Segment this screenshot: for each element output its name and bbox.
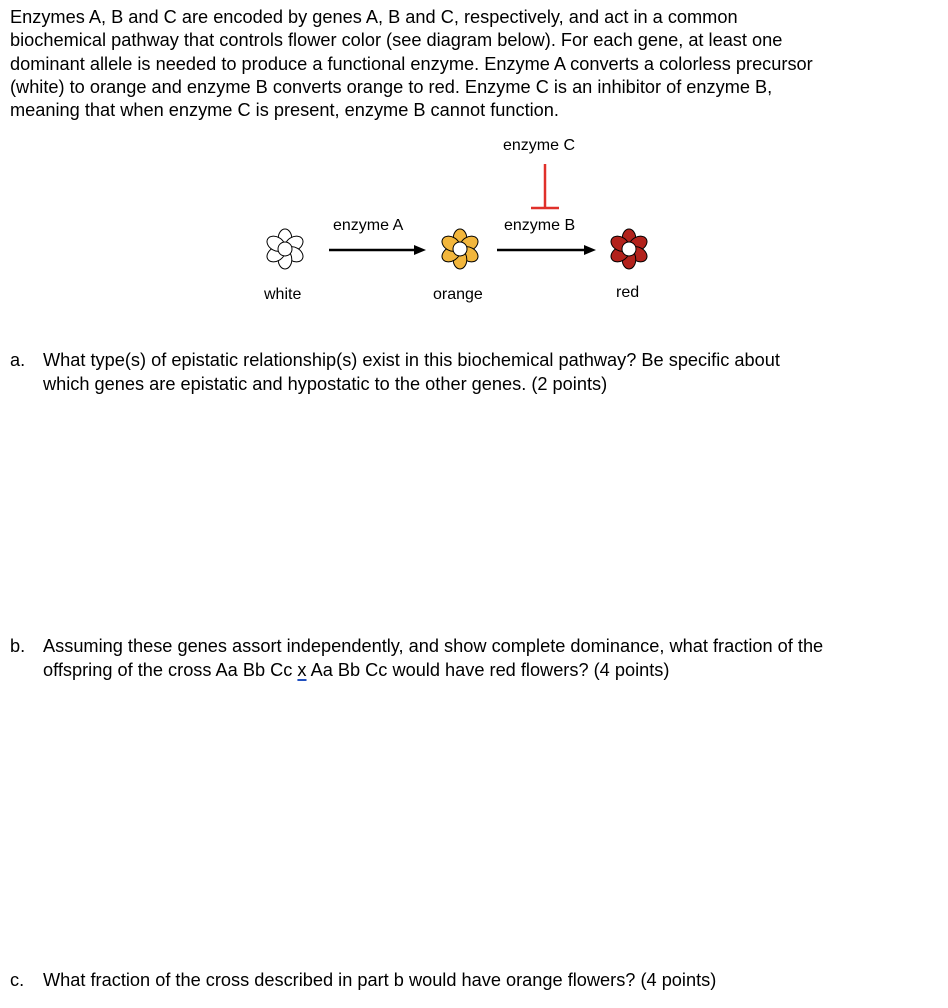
question-a-letter: a.: [10, 350, 26, 370]
enzyme-c-label: enzyme C: [503, 137, 576, 154]
flower-white-icon: [264, 229, 305, 269]
intro-line: Enzymes A, B and C are encoded by genes A, B and C, respectively, and act in a common: [10, 7, 738, 27]
cross-symbol: x: [297, 660, 307, 680]
flower-center: [453, 242, 467, 256]
flower-orange-icon: [439, 229, 480, 269]
question-b-line: Assuming these genes assort independently, and show complete dominance, what fraction of the: [43, 636, 824, 656]
intro-line: meaning that when enzyme C is present, enzyme B cannot function.: [10, 100, 559, 121]
arrow-enzyme-a: [329, 245, 426, 255]
inhibitor-symbol: [531, 164, 559, 208]
question-c-letter: c.: [10, 970, 25, 990]
question-a-line: What type(s) of epistatic relationship(s) exist in this biochemical pathway? Be specific about: [43, 350, 780, 370]
pathway-diagram: [0, 0, 948, 320]
question-b-text: [43, 634, 823, 682]
question-b-letter: b.: [10, 636, 26, 656]
flower-orange-label: orange: [433, 286, 483, 303]
flower-white-label: white: [264, 286, 302, 303]
flower-red-label: red: [616, 284, 640, 301]
question-b-line-2-end: Aa Bb Cc would have red flowers? (4 points): [306, 660, 670, 680]
flower-center: [622, 242, 636, 256]
pathway-diagram-svg: [0, 0, 948, 320]
intro-line: biochemical pathway that controls flower color (see diagram below). For each gene, at least one: [10, 30, 783, 51]
flower-red-icon: [608, 229, 649, 269]
question-c-text: [43, 968, 716, 992]
intro-line: dominant allele is needed to produce a functional enzyme. Enzyme A converts a colorless precursor: [10, 53, 813, 74]
question-a-text: [43, 348, 780, 396]
arrow-enzyme-b: [497, 245, 596, 255]
enzyme-a-label: enzyme A: [333, 217, 404, 234]
question-b-line-2-start: offspring of the cross Aa Bb Cc: [43, 660, 298, 680]
flower-center: [278, 242, 292, 256]
intro-line: (white) to orange and enzyme B converts orange to red. Enzyme C is an inhibitor of enzyme B,: [10, 76, 773, 97]
enzyme-b-label: enzyme B: [504, 217, 576, 234]
question-c-line: What fraction of the cross described in part b would have orange flowers? (4 points): [43, 970, 717, 990]
question-a-line: which genes are epistatic and hypostatic to the other genes. (2 points): [43, 374, 608, 394]
question-b-line-2: [43, 658, 823, 682]
